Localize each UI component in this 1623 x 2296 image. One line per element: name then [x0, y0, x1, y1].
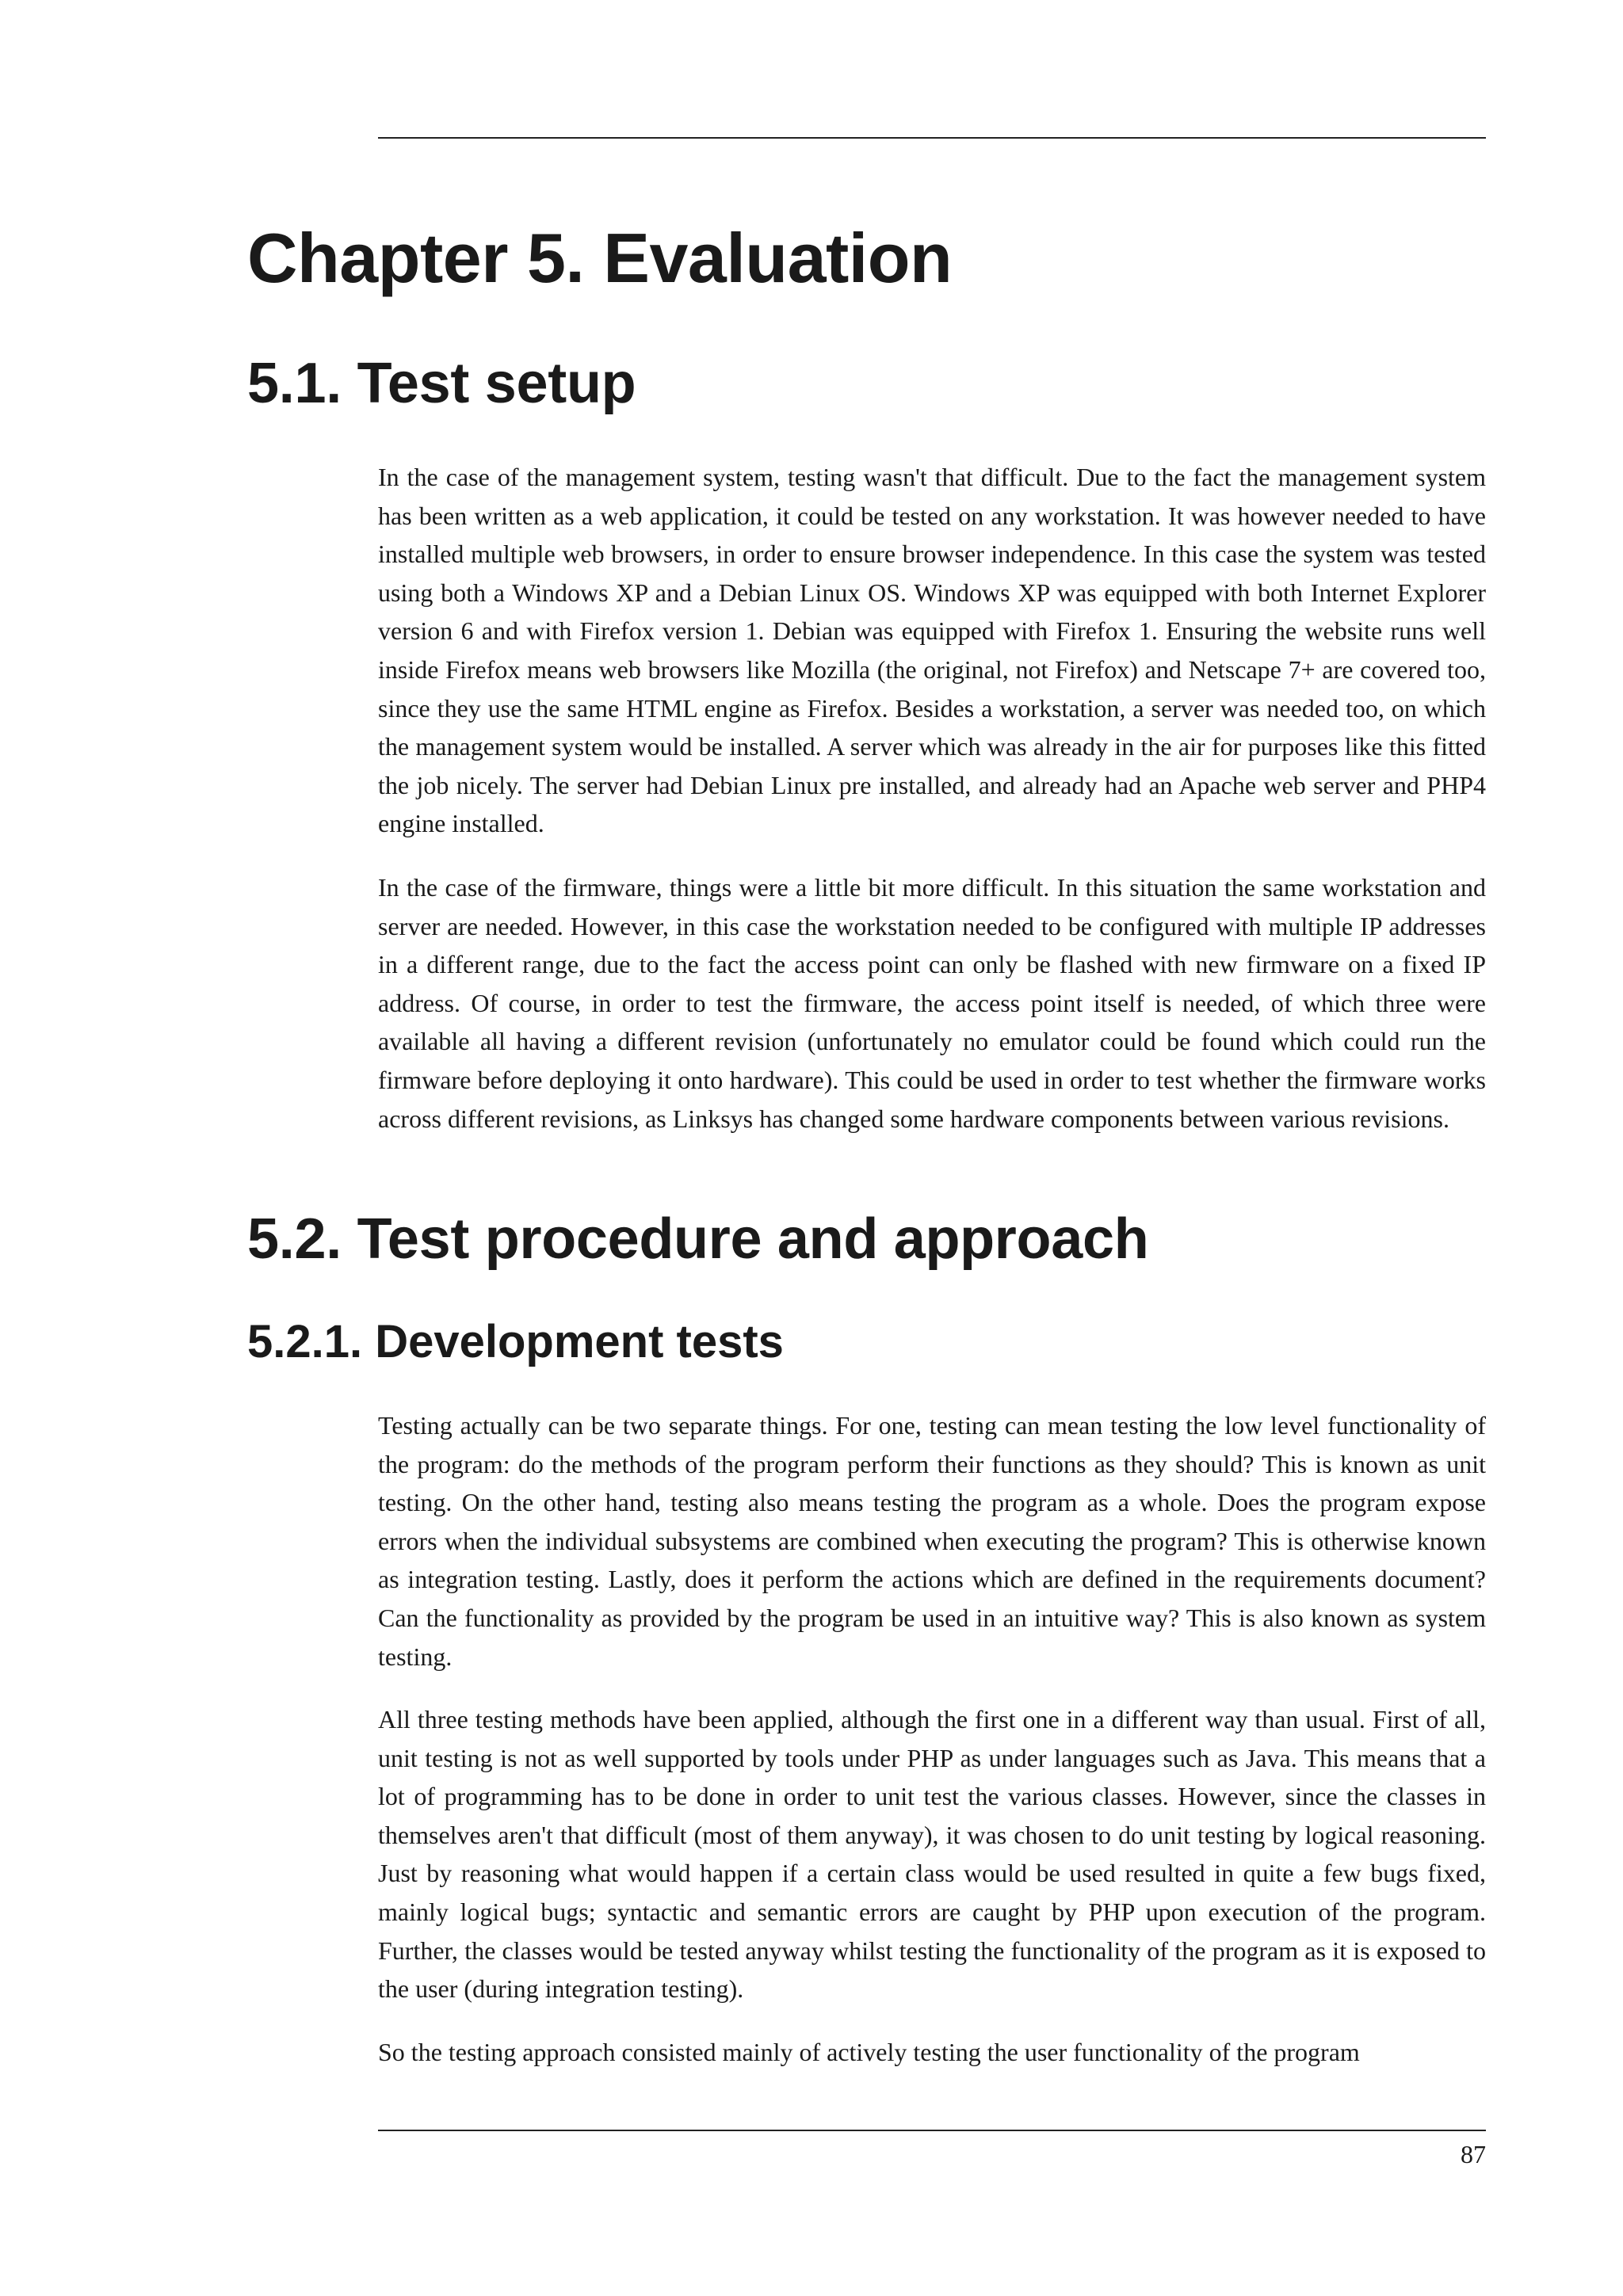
section-heading-test-procedure: 5.2. Test procedure and approach [247, 1207, 1149, 1271]
paragraph-firmware-testing: In the case of the firmware, things were a little bit more difficult. In this situation the same workstation and server are needed. However, in this case the workstation needed to be configured with multiple IP addresses in a different range, due to the fact the access point can only be flashed with new firmware on a fixed IP address. Of course, in order to test the firmware, the access point itself is needed, of which three were available all having a different revision (unfortunately no emulator could be found which could run the firmware before deploying it onto hardware). This could be used in order to test whether the firmware works across different revisions, as Linksys has changed some hardware components between various revisions. [378, 873, 1486, 1133]
header-rule [378, 137, 1486, 139]
paragraph-management-system-testing: In the case of the management system, testing wasn't that difficult. Due to the fact the management system has been written as a web application, it could be tested on any workstation. It was however needed to have installed multiple web browsers, in order to ensure browser independence. In this case the system was tested using both a Windows XP and a Debian Linux OS. Windows XP was equipped with both Internet Explorer version 6 and with Firefox version 1. Debian was equipped with Firefox 1. Ensuring the website runs well inside Firefox means web browsers like Mozilla (the original, not Firefox) and Netscape 7+ are covered too, since they use the same HTML engine as Firefox. Besides a workstation, a server was needed too, on which the management system would be installed. A server which was already in the air for purposes like this fitted the job nicely. The server had Debian Linux pre installed, and already had an Apache web server and PHP4 engine installed. [378, 463, 1486, 838]
paragraph-testing-types: Testing actually can be two separate things. For one, testing can mean testing the low level functionality of the program: do the methods of the program perform their functions as they should? This is known as unit testing. On the other hand, testing also means testing the program as a whole. Does the program expose errors when the individual subsystems are combined when executing the program? This is otherwise known as integration testing. Lastly, does it perform the actions which are defined in the requirements document? Can the functionality as provided by the program be used in an intuitive way? This is also known as system testing. [378, 1411, 1486, 1671]
paragraph-testing-approach: So the testing approach consisted mainly of actively testing the user functionality of the program [378, 2038, 1360, 2066]
page-number: 87 [1461, 2140, 1486, 2168]
chapter-title: Chapter 5. Evaluation [247, 219, 953, 297]
paragraph-testing-methods-applied: All three testing methods have been applied, although the first one in a different way than usual. First of all, unit testing is not as well supported by tools under PHP as under languages such as Java. This means that a lot of programming has to be done in order to unit test the various classes. However, since the classes in themselves aren't that difficult (most of them anyway), it was chosen to do unit testing by logical reasoning. Just by reasoning what would happen if a certain class would be used resulted in quite a few bugs fixed, mainly logical bugs; syntactic and semantic errors are caught by PHP upon execution of the program. Further, the classes would be tested anyway whilst testing the functionality of the program as it is exposed to the user (during integration testing). [378, 1705, 1486, 2004]
section-heading-test-setup: 5.1. Test setup [247, 352, 636, 415]
footer-rule [378, 2130, 1486, 2131]
subsection-heading-development-tests: 5.2.1. Development tests [247, 1316, 784, 1367]
